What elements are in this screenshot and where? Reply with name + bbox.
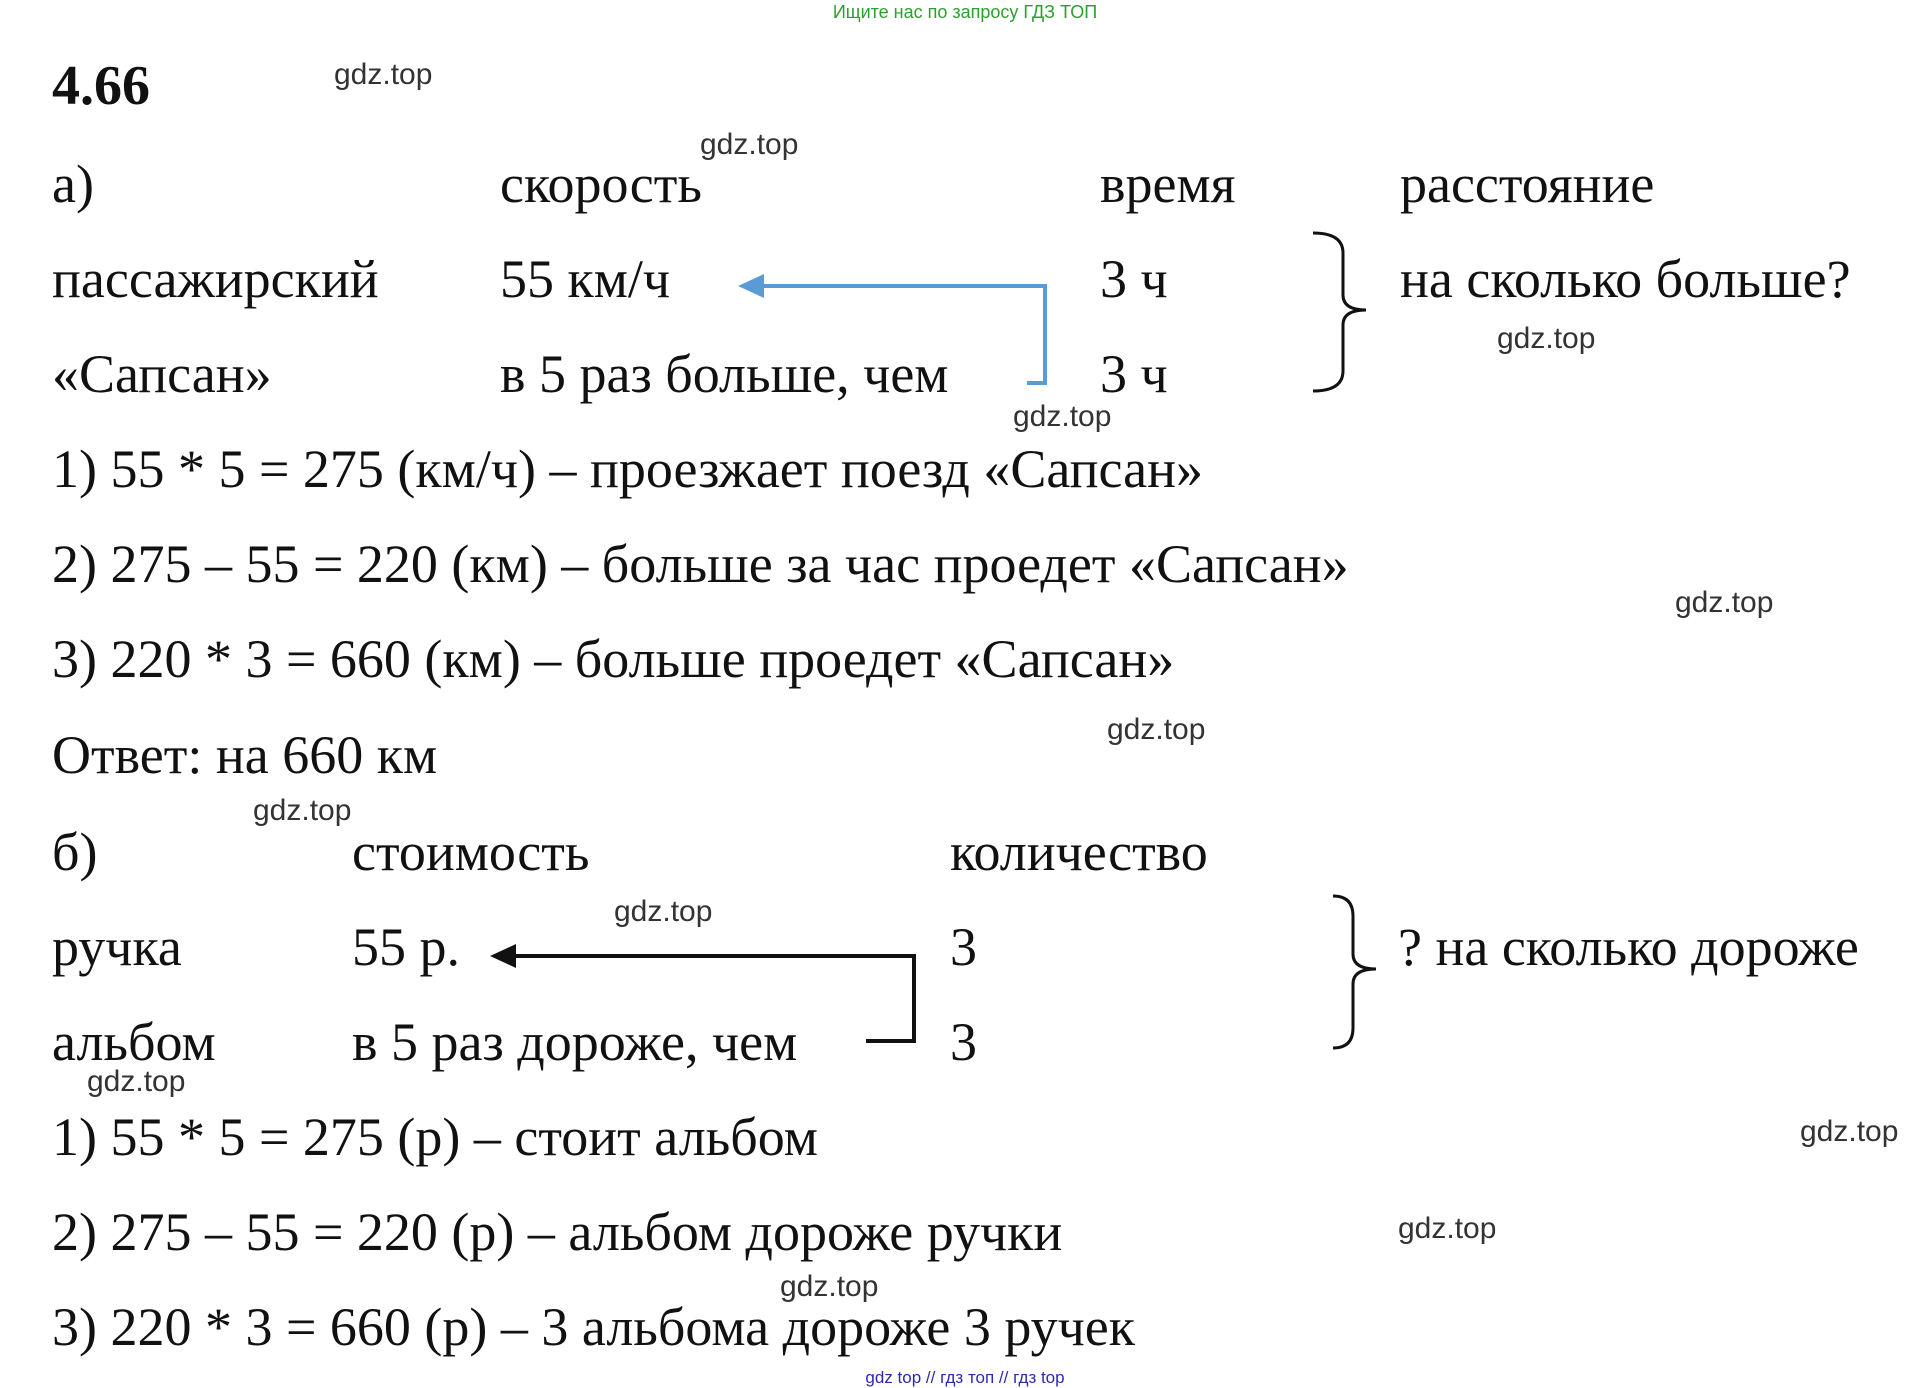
- row-album-qty: 3: [950, 1012, 977, 1072]
- header-quantity: количество: [950, 822, 1208, 882]
- header-time: время: [1100, 154, 1236, 214]
- watermark: gdz.top: [87, 1065, 186, 1098]
- watermark: gdz.top: [1675, 586, 1774, 619]
- row-pen-qty: 3: [950, 917, 977, 977]
- row-passenger-speed: 55 км/ч: [500, 249, 671, 309]
- watermark: gdz.top: [1398, 1212, 1497, 1245]
- arrow-a-line: [755, 286, 1045, 383]
- row-pen-name: ручка: [52, 917, 182, 977]
- watermark: gdz.top: [780, 1270, 879, 1303]
- part-b-label: б): [52, 822, 98, 882]
- part-a-label: а): [52, 154, 94, 214]
- step-b-3: 3) 220 * 3 = 660 (р) – 3 альбома дороже 3 ручек: [52, 1297, 1135, 1357]
- watermark: gdz.top: [1107, 713, 1206, 746]
- task-number: 4.66: [52, 55, 150, 117]
- brace-b: [1333, 896, 1376, 1048]
- step-b-2: 2) 275 – 55 = 220 (р) – альбом дороже ручки: [52, 1202, 1063, 1262]
- row-album-price: в 5 раз дороже, чем: [352, 1012, 798, 1072]
- watermark: gdz.top: [1800, 1115, 1899, 1148]
- footer-links: gdz top // гдз топ // гдз top: [865, 1368, 1065, 1387]
- brace-a: [1313, 233, 1366, 391]
- row-album-name: альбом: [52, 1012, 216, 1072]
- row-sapsan-speed: в 5 раз больше, чем: [500, 344, 949, 404]
- header-cost: стоимость: [352, 822, 590, 882]
- step-a-2: 2) 275 – 55 = 220 (км) – больше за час проедет «Сапсан»: [52, 534, 1349, 594]
- watermark: gdz.top: [1497, 322, 1596, 355]
- watermark: gdz.top: [253, 794, 352, 827]
- row-passenger-name: пассажирский: [52, 249, 379, 309]
- top-banner: Ищите нас по запросу ГДЗ ТОП: [832, 2, 1098, 22]
- watermark: gdz.top: [1013, 400, 1112, 433]
- question-a: на сколько больше?: [1400, 249, 1851, 309]
- answer-a: Ответ: на 660 км: [52, 725, 438, 785]
- row-sapsan-name: «Сапсан»: [52, 344, 272, 404]
- row-pen-price: 55 р.: [352, 917, 460, 977]
- row-sapsan-time: 3 ч: [1100, 344, 1168, 404]
- arrow-b-head: [490, 944, 516, 968]
- step-a-1: 1) 55 * 5 = 275 (км/ч) – проезжает поезд «Сапсан»: [52, 439, 1204, 499]
- step-a-3: 3) 220 * 3 = 660 (км) – больше проедет «Сапсан»: [52, 629, 1175, 689]
- arrow-a-head: [738, 274, 764, 298]
- watermark: gdz.top: [700, 128, 799, 161]
- watermark: gdz.top: [614, 895, 713, 928]
- header-speed: скорость: [500, 154, 702, 214]
- step-b-1: 1) 55 * 5 = 275 (р) – стоит альбом: [52, 1107, 818, 1167]
- question-b: ? на сколько дороже: [1398, 917, 1859, 977]
- arrow-b-line: [508, 956, 914, 1041]
- header-distance: расстояние: [1400, 154, 1655, 214]
- row-passenger-time: 3 ч: [1100, 249, 1168, 309]
- watermark: gdz.top: [334, 58, 433, 91]
